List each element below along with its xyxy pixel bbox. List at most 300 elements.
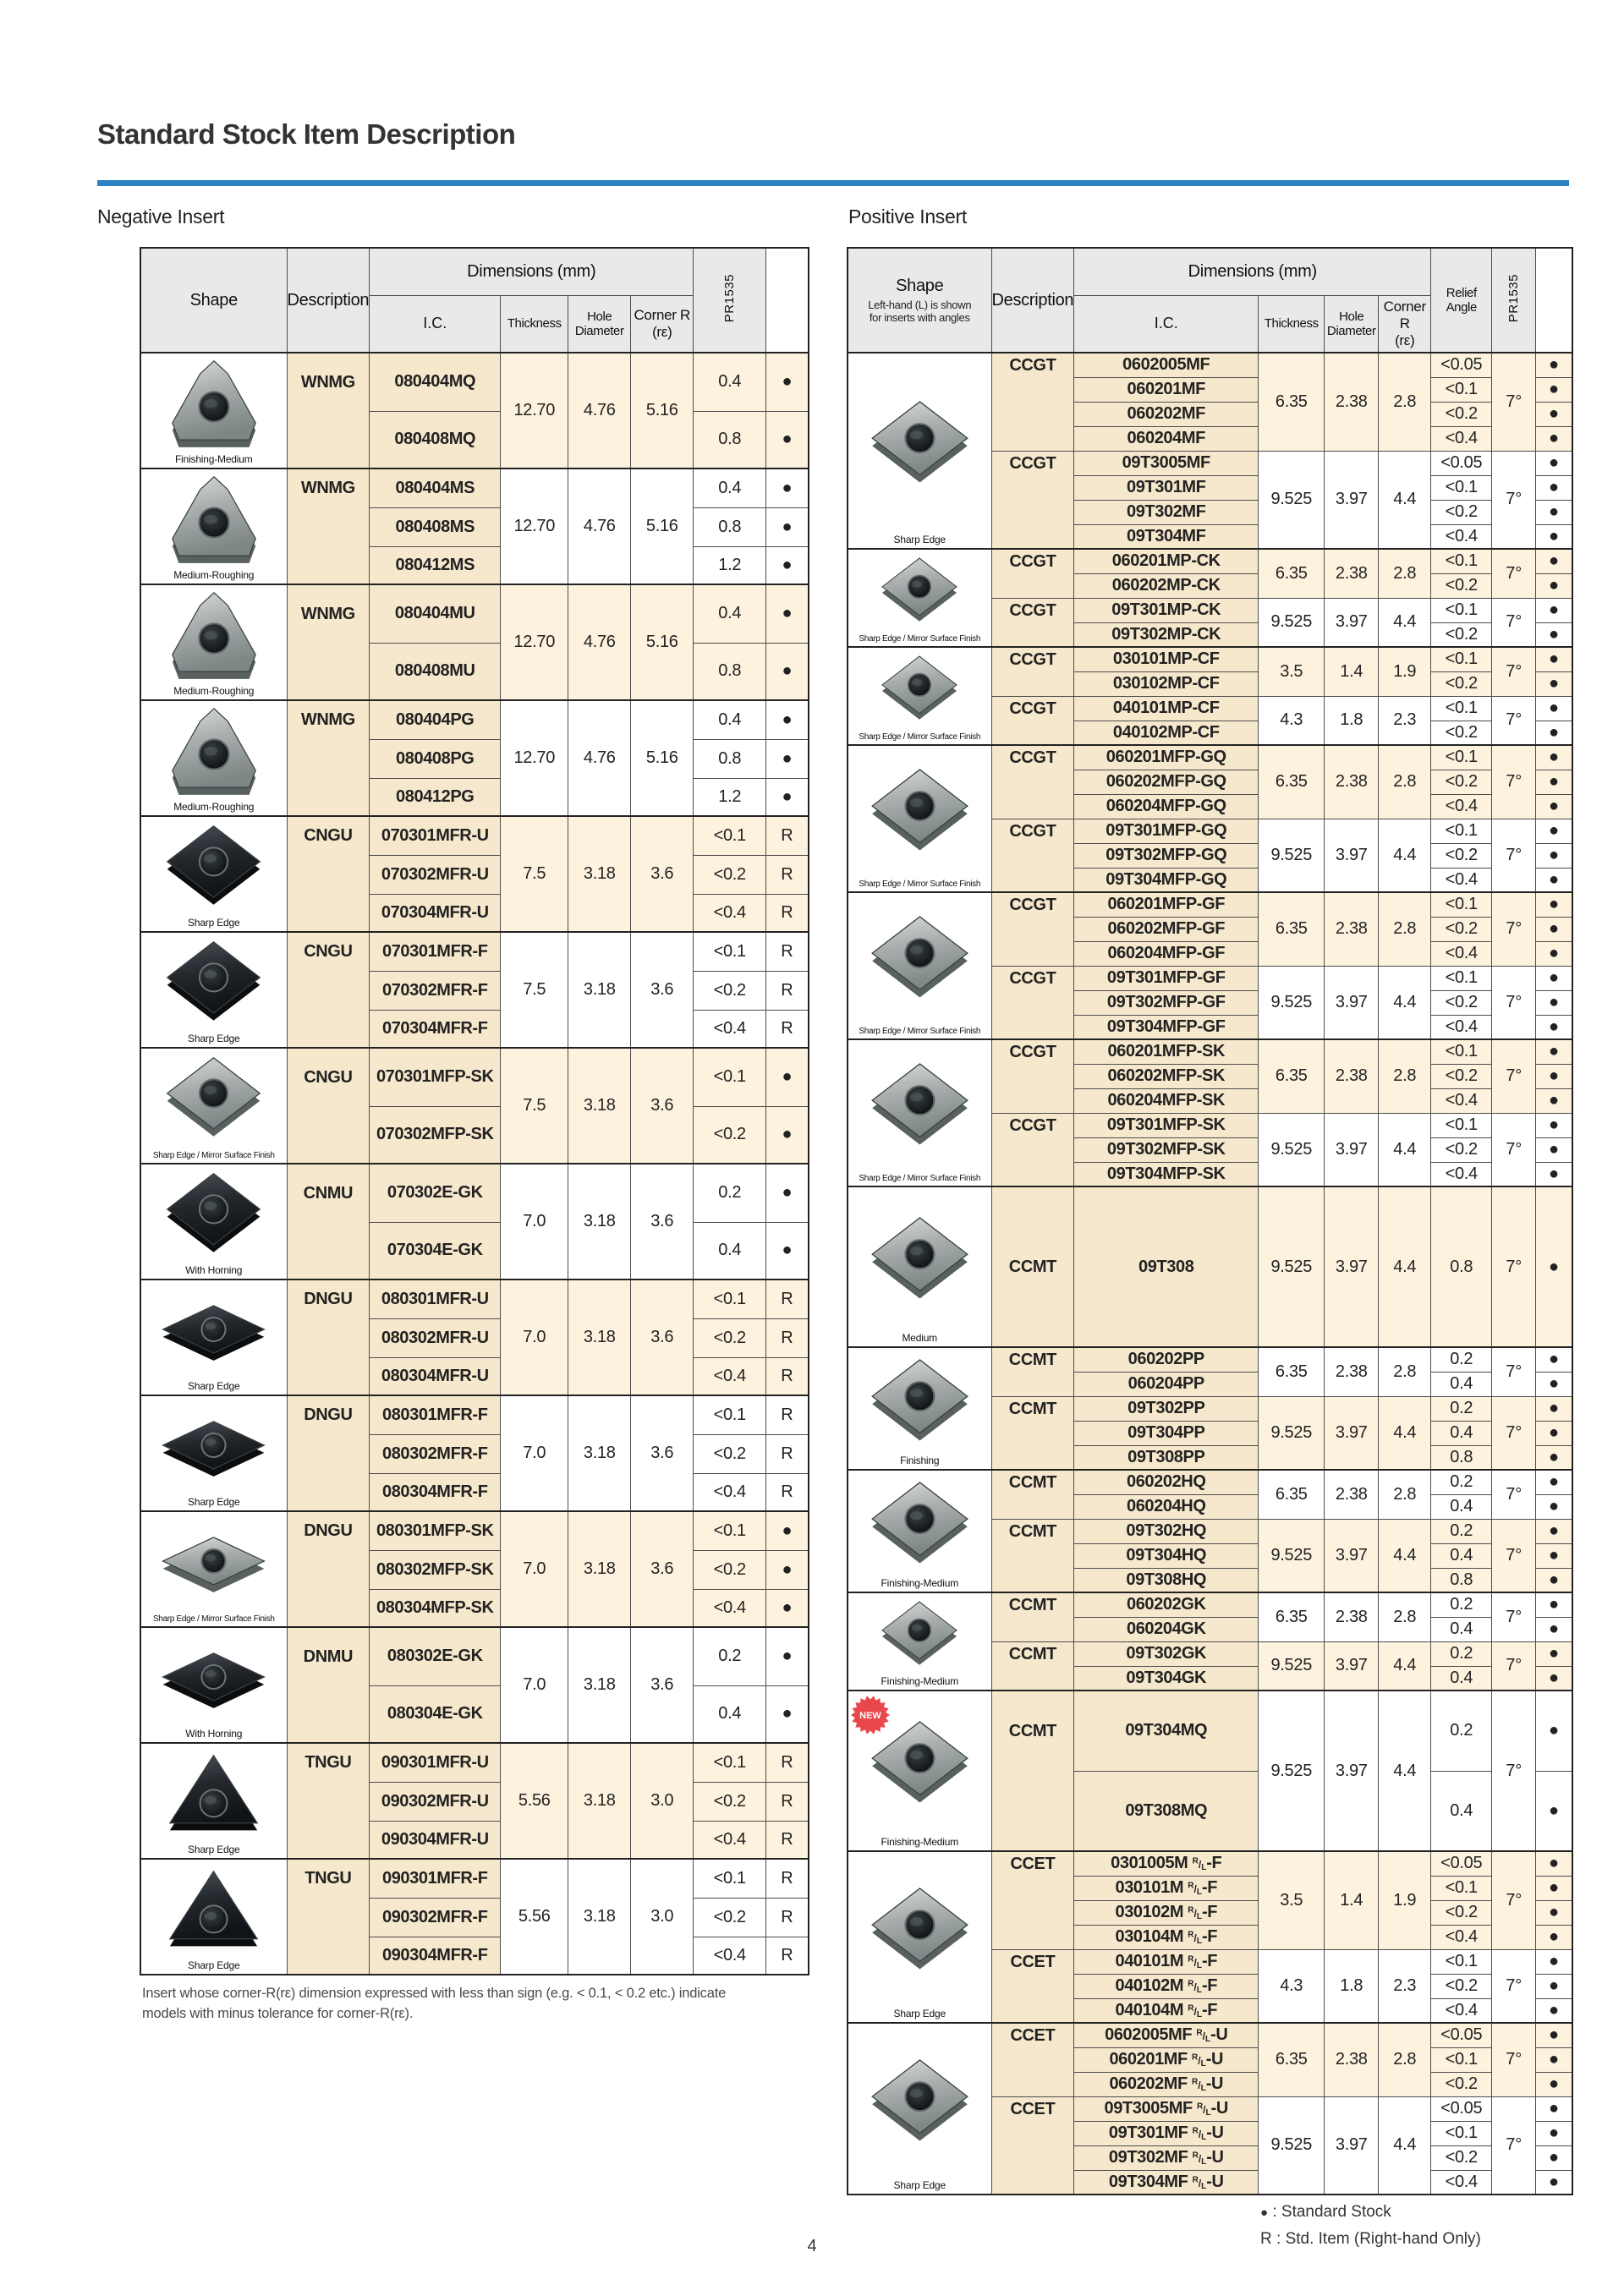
relief-angle-value: 7° [1492,1470,1536,1519]
thickness-value: 2.38 [1325,353,1379,451]
description-prefix: CCMT [991,1641,1074,1690]
shape-caption: Medium-Roughing [173,685,255,697]
shape-cell [848,1347,991,1470]
hole-diameter-value: 3.6 [631,1511,694,1627]
description-code: 060202GK [1074,1592,1259,1617]
shape-caption: With Horning [185,1264,243,1276]
description-code: 040102M $^R/_L-F$ [1074,1974,1259,1998]
description-code: 060202PP [1074,1347,1259,1372]
stock-mark: R [766,816,809,855]
corner-r-value: 0.8 [694,411,766,469]
triangle-insert-icon [162,1866,266,1956]
description-prefix: CCMT [991,1690,1074,1851]
corner-r-value: <0.4 [694,1357,766,1395]
stock-mark: R [766,1821,809,1859]
hole-diameter-value: 3.0 [631,1743,694,1859]
corner-r-value: 0.4 [694,700,766,739]
corner-r-value: <0.1 [694,1511,766,1550]
description-prefix: WNMG [287,469,370,584]
standard-stock-dot-icon: ● [1260,2206,1269,2220]
shape-caption: Sharp Edge [188,1033,240,1044]
shape-caption: Finishing-Medium [175,453,253,465]
corner-r-value: 0.8 [694,507,766,546]
new-badge-icon [850,1695,891,1735]
title-rule [97,180,1569,186]
thickness-value: 2.38 [1325,1592,1379,1641]
description-code: 0602005MF [1074,353,1259,377]
description-prefix: TNGU [287,1859,370,1975]
description-code: 09T304MQ [1074,1690,1259,1771]
corner-r-value: <0.4 [1431,524,1492,549]
shape-cell [848,1186,991,1347]
description-prefix: CCMT [991,1519,1074,1592]
diamond55-insert-icon [148,1518,279,1608]
shape-cell [140,353,287,469]
stock-mark: ● [1536,1088,1572,1113]
relief-angle-value: 7° [1492,549,1536,598]
hole-diameter-value: 5.16 [631,353,694,469]
stock-mark: ● [1536,2023,1572,2047]
insert-photo [848,1348,991,1469]
description-prefix: WNMG [287,700,370,816]
col-header-shape: Shape Left-hand (L) is shown for inserts with angles [848,248,991,353]
ic-value: 6.35 [1259,353,1325,451]
corner-r-value: <0.4 [694,1937,766,1975]
relief-angle-value: 7° [1492,1949,1536,2023]
stock-mark: ● [1536,1113,1572,1137]
corner-r-value: 0.2 [1431,1641,1492,1666]
shape-caption: Sharp Edge / Mirror Surface Finish [859,732,981,742]
description-code: 080301MFR-F [370,1395,501,1434]
stock-mark: ● [1536,1186,1572,1347]
legend-text: : Std. Item (Right-hand Only) [1271,2230,1481,2248]
ic-value: 12.70 [501,584,568,700]
description-code: 070304E-GK [370,1222,501,1280]
corner-r-value: <0.1 [1431,2047,1492,2072]
thickness-value: 3.97 [1325,1519,1379,1592]
stock-mark: ● [1536,1421,1572,1445]
description-code: 030104M $^R/_L-F$ [1074,1925,1259,1949]
stock-mark: R [766,1280,809,1318]
stock-mark: ● [1536,1519,1572,1543]
stock-mark: ● [1536,1771,1572,1851]
insert-row [848,1851,1572,1876]
relief-angle-value: 7° [1492,892,1536,966]
stock-mark: ● [1536,721,1572,745]
ic-value: 3.5 [1259,647,1325,696]
description-code: 070302MFR-F [370,971,501,1010]
hole-diameter-value: 3.6 [631,1627,694,1743]
stock-mark: ● [1536,696,1572,721]
corner-r-value: <0.1 [1431,892,1492,917]
description-prefix: CCET [991,2096,1074,2195]
stock-mark: ● [1536,622,1572,647]
rl-hand-suffix: $^R/_L$ [1188,1930,1202,1946]
corner-r-value: <0.1 [1431,475,1492,500]
thickness-value: 3.97 [1325,1113,1379,1186]
diamond80-insert-icon [859,1356,980,1449]
shape-caption: Finishing-Medium [881,1836,958,1848]
description-prefix: CCET [991,1949,1074,2023]
insert-row [140,1627,809,1685]
thickness-value: 2.38 [1325,1039,1379,1113]
trigon-insert-icon [161,591,267,682]
stock-mark: ● [766,1164,809,1222]
stock-mark: ● [1536,1470,1572,1494]
description-code: 060202MFP-SK [1074,1064,1259,1088]
corner-r-value: <0.4 [694,894,766,932]
corner-r-value: <0.05 [1431,451,1492,475]
shape-cell [140,1164,287,1280]
description-code: 060202MFP-GQ [1074,770,1259,794]
insert-photo [848,550,991,646]
legend-entry [1260,2199,1481,2226]
positive-insert-table-mount [847,247,1573,2195]
corner-r-value: <0.1 [694,1743,766,1782]
relief-angle-value: 7° [1492,2023,1536,2096]
hole-diameter-value: 4.4 [1379,1186,1431,1347]
description-code: 0301005M $^R/_L-F$ [1074,1851,1259,1876]
description-code: 060202MF $^R/_L-U$ [1074,2072,1259,2096]
shape-cell [140,1395,287,1511]
shape-cell [140,1859,287,1975]
description-code: 060204MFP-GQ [1074,794,1259,819]
stock-mark: ● [1536,966,1572,990]
corner-r-value: 0.4 [1431,1617,1492,1641]
thickness-value: 1.4 [1325,647,1379,696]
col-header-corner-r: Corner R (rε) [1379,295,1431,353]
thickness-value: 3.97 [1325,598,1379,647]
description-code: 09T302MFP-GF [1074,990,1259,1015]
stock-mark: R [766,1318,809,1357]
relief-angle-value: 7° [1492,1039,1536,1113]
description-code: 080404MQ [370,353,501,411]
description-code: 060204MF [1074,426,1259,451]
hole-diameter-value: 5.16 [631,700,694,816]
rl-hand-suffix: $^R/_L$ [1192,1856,1207,1873]
thickness-value: 1.8 [1325,696,1379,745]
thickness-value: 2.38 [1325,549,1379,598]
description-code: 090301MFR-F [370,1859,501,1898]
description-code: 080304E-GK [370,1685,501,1743]
description-code: 09T304HQ [1074,1543,1259,1568]
diamond80-insert-icon [859,1885,980,1978]
corner-r-value: <0.2 [1431,500,1492,524]
shape-caption: Sharp Edge [188,917,240,929]
description-code: 09T308MQ [1074,1771,1259,1851]
shape-caption: Sharp Edge [893,2179,946,2191]
ic-value: 7.0 [501,1627,568,1743]
thickness-value: 2.38 [1325,745,1379,819]
corner-r-value: 0.8 [1431,1186,1492,1347]
positive-insert-table [847,247,1573,2195]
description-prefix: CCGT [991,1039,1074,1113]
insert-row [140,1859,809,1898]
corner-r-value: <0.4 [1431,1998,1492,2023]
stock-mark: ● [1536,1137,1572,1162]
relief-angle-value: 7° [1492,2096,1536,2195]
corner-r-value: 0.2 [694,1164,766,1222]
corner-r-value: <0.1 [1431,2121,1492,2145]
description-code: 040101M $^R/_L-F$ [1074,1949,1259,1974]
description-code: 09T302MF [1074,500,1259,524]
description-code: 080302MFR-F [370,1434,501,1473]
corner-r-value: <0.2 [694,1318,766,1357]
shape-caption: Medium-Roughing [173,801,255,813]
corner-r-value: <0.1 [694,1395,766,1434]
hole-diameter-value: 2.3 [1379,696,1431,745]
stock-mark: ● [766,1511,809,1550]
stock-mark: ● [1536,1690,1572,1771]
description-code: 060204HQ [1074,1494,1259,1519]
corner-r-value: <0.2 [1431,1900,1492,1925]
relief-angle-value: 7° [1492,1519,1536,1592]
thickness-value: 3.97 [1325,1690,1379,1851]
ic-value: 6.35 [1259,1039,1325,1113]
shape-cell [848,647,991,745]
corner-r-value: 0.2 [1431,1592,1492,1617]
stock-mark: ● [1536,1568,1572,1592]
rl-hand-suffix: $^R/_L$ [1188,1954,1202,1970]
hole-diameter-value: 2.8 [1379,1039,1431,1113]
description-code: 09T301MF $^R/_L-U$ [1074,2121,1259,2145]
description-prefix: CCMT [991,1470,1074,1519]
svg-text:NEW: NEW [859,1711,881,1721]
ic-value: 6.35 [1259,1592,1325,1641]
stock-mark: ● [1536,868,1572,892]
stock-mark: ● [1536,2047,1572,2072]
col-header-pr1535: PR1535 [694,248,766,353]
insert-photo [141,1744,287,1858]
insert-row [140,1395,809,1434]
description-code: 060204GK [1074,1617,1259,1641]
corner-r-value: 0.2 [1431,1519,1492,1543]
description-code: 080304MFP-SK [370,1589,501,1627]
corner-r-value: <0.05 [1431,353,1492,377]
stock-mark: ● [1536,426,1572,451]
col-header-description: Description [287,248,370,353]
stock-mark: ● [1536,794,1572,819]
thickness-value: 2.38 [1325,1470,1379,1519]
col-header-pr1535: PR1535 [1492,248,1536,353]
hole-diameter-value: 4.4 [1379,819,1431,892]
stock-mark: ● [1536,451,1572,475]
stock-mark: ● [1536,2121,1572,2145]
stock-mark: ● [1536,500,1572,524]
ic-value: 12.70 [501,700,568,816]
description-code: 080408PG [370,739,501,778]
description-code: 080302E-GK [370,1627,501,1685]
description-code: 09T301MFP-SK [1074,1113,1259,1137]
insert-photo [141,933,287,1047]
insert-row [140,1048,809,1106]
thickness-value: 2.38 [1325,1347,1379,1396]
col-header-ic: I.C. [370,295,501,353]
shape-caption: Sharp Edge [893,2008,946,2019]
corner-r-value: 0.4 [1431,1421,1492,1445]
stock-mark: ● [1536,1998,1572,2023]
insert-row [848,353,1572,377]
trigon-insert-icon [161,475,267,566]
relief-angle-value: 7° [1492,451,1536,549]
insert-photo [141,1396,287,1510]
hole-diameter-value: 4.4 [1379,1396,1431,1470]
stock-mark: ● [1536,1666,1572,1690]
stock-mark: ● [1536,1925,1572,1949]
description-prefix: CCET [991,2023,1074,2096]
diamond80-insert-icon [859,1214,980,1307]
ic-value: 7.0 [501,1511,568,1627]
corner-r-value: <0.4 [1431,868,1492,892]
description-code: 060201MP-CK [1074,549,1259,573]
description-prefix: DNMU [287,1627,370,1743]
thickness-value: 2.38 [1325,892,1379,966]
corner-r-value: <0.2 [1431,402,1492,426]
stock-mark: ● [1536,2170,1572,2195]
stock-mark: ● [1536,475,1572,500]
corner-r-value: <0.2 [1431,721,1492,745]
corner-r-value: <0.1 [1431,745,1492,770]
negative-insert-table [140,247,809,1975]
relief-angle-value: 7° [1492,647,1536,696]
rl-hand-suffix: $^R/_L$ [1188,1979,1202,1995]
ic-value: 9.525 [1259,1113,1325,1186]
thickness-value: 3.18 [568,816,631,932]
hole-diameter-value: 4.4 [1379,1641,1431,1690]
corner-r-value: <0.05 [1431,2023,1492,2047]
stock-mark: ● [1536,892,1572,917]
description-code: 080404MS [370,469,501,507]
description-prefix: CCGT [991,353,1074,451]
thickness-value: 3.18 [568,1280,631,1395]
corner-r-value: 0.8 [694,739,766,778]
ic-value: 12.70 [501,353,568,469]
rl-hand-suffix: $^R/_L$ [1188,2003,1202,2019]
stock-mark: ● [766,1550,809,1589]
thickness-value: 4.76 [568,584,631,700]
corner-r-value: <0.4 [1431,2170,1492,2195]
stock-mark: ● [1536,1949,1572,1974]
description-prefix: TNGU [287,1743,370,1859]
description-code: 09T304GK [1074,1666,1259,1690]
diamond80-insert-icon [859,1479,980,1572]
stock-mark: ● [1536,353,1572,377]
stock-mark: ● [1536,647,1572,671]
stock-mark: ● [766,1589,809,1627]
description-prefix: CNGU [287,932,370,1048]
relief-angle-value: 7° [1492,966,1536,1039]
corner-r-value: <0.1 [694,1280,766,1318]
col-header-hole-diameter: Hole Diameter [1325,295,1379,353]
hole-diameter-value: 5.16 [631,469,694,584]
description-code: 090301MFR-U [370,1743,501,1782]
ic-value: 5.56 [501,1743,568,1859]
stock-mark: ● [766,584,809,643]
description-code: 060201MF $^R/_L-U$ [1074,2047,1259,2072]
description-prefix: CCGT [991,1113,1074,1186]
ic-value: 9.525 [1259,966,1325,1039]
insert-photo [141,353,287,468]
corner-r-value: 0.4 [1431,1372,1492,1396]
description-code: 09T304MFP-GQ [1074,868,1259,892]
thickness-value: 1.8 [1325,1949,1379,2023]
relief-angle-value: 7° [1492,745,1536,819]
stock-mark: R [766,1357,809,1395]
corner-r-value: 0.4 [694,469,766,507]
insert-row [140,1511,809,1550]
insert-photo [141,1628,287,1742]
thickness-value: 3.97 [1325,1641,1379,1690]
stock-mark: ● [1536,573,1572,598]
description-prefix: WNMG [287,353,370,469]
insert-row [140,353,809,411]
corner-r-value: 1.2 [694,778,766,816]
description-code: 060204MFP-SK [1074,1088,1259,1113]
description-code: 090304MFR-U [370,1821,501,1859]
positive-insert-label: Positive Insert [848,205,967,227]
rl-hand-suffix: $^R/_L$ [1192,2052,1206,2069]
description-code: 060204PP [1074,1372,1259,1396]
corner-r-value: <0.1 [1431,647,1492,671]
description-prefix: WNMG [287,584,370,700]
col-header-ic: I.C. [1074,295,1259,353]
rl-hand-suffix: $^R/_L$ [1192,2151,1207,2167]
shape-cell [848,1690,991,1851]
description-code: 070302MFR-U [370,855,501,894]
shape-cell [140,932,287,1048]
insert-row [140,1743,809,1782]
corner-r-value: <0.1 [694,932,766,971]
insert-photo [848,648,991,744]
col-header-shape: Shape [140,248,287,353]
rl-hand-suffix: $^R/_L$ [1196,2101,1211,2118]
corner-r-value: <0.2 [1431,671,1492,696]
diamond80-insert-icon [872,654,967,726]
description-prefix: CCGT [991,892,1074,966]
thickness-value: 3.97 [1325,451,1379,549]
thickness-value: 3.97 [1325,819,1379,892]
thickness-value: 3.18 [568,1395,631,1511]
stock-mark: R [766,1898,809,1937]
relief-angle-value: 7° [1492,1186,1536,1347]
insert-row [140,1280,809,1318]
insert-photo [141,1164,287,1279]
shape-cell [140,1627,287,1743]
description-prefix: CCGT [991,647,1074,696]
insert-photo [141,1049,287,1163]
thickness-value: 4.76 [568,469,631,584]
hole-diameter-value: 4.4 [1379,598,1431,647]
corner-r-value: <0.2 [1431,917,1492,941]
hole-diameter-value: 4.4 [1379,966,1431,1039]
description-code: 09T304PP [1074,1421,1259,1445]
thickness-value: 3.97 [1325,2096,1379,2195]
corner-r-value: <0.1 [1431,1949,1492,1974]
insert-row [848,745,1572,770]
corner-r-value: <0.1 [1431,1039,1492,1064]
col-header-corner-r: Corner R (rε) [631,295,694,353]
thickness-value: 3.18 [568,1859,631,1975]
corner-r-value: <0.2 [694,971,766,1010]
description-prefix: CNGU [287,1048,370,1164]
shape-caption: Sharp Edge [188,1959,240,1971]
description-prefix: CCGT [991,549,1074,598]
shape-cell [848,1592,991,1690]
stock-mark: R [766,1010,809,1048]
insert-row [848,549,1572,573]
insert-photo [848,1471,991,1592]
description-code: 030101M $^R/_L-F$ [1074,1876,1259,1900]
